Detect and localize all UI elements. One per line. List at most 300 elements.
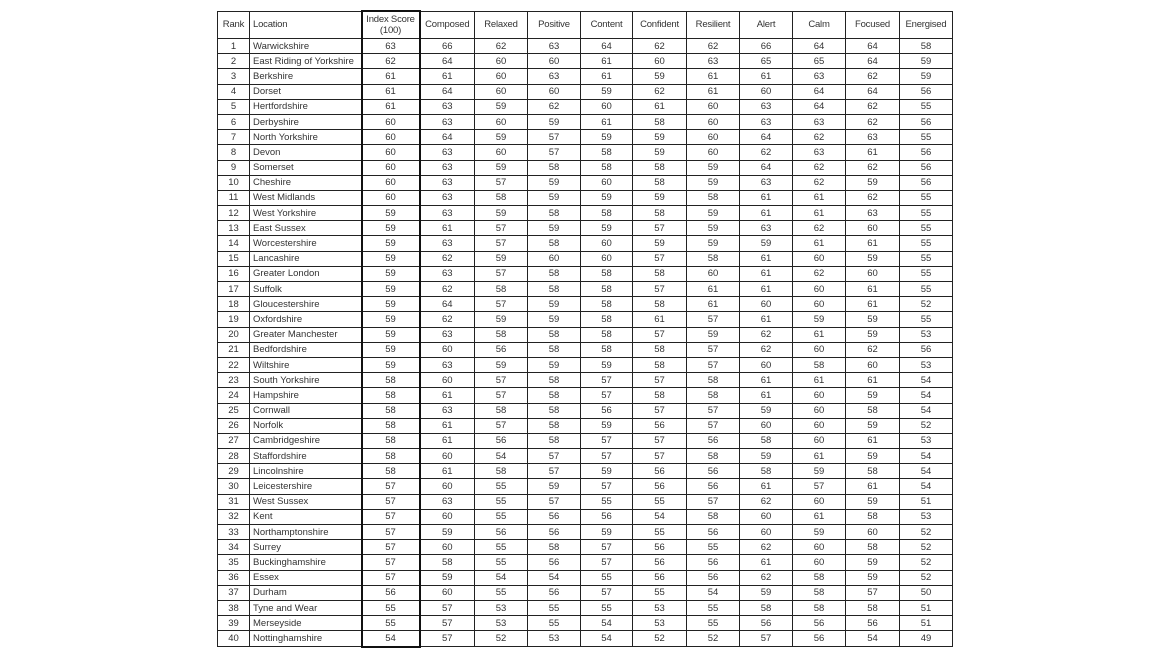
column-header-confident: Confident [633, 11, 687, 39]
cell-confident: 58 [633, 160, 687, 175]
cell-confident: 58 [633, 297, 687, 312]
cell-positive: 56 [528, 525, 581, 540]
table-row [218, 221, 953, 236]
cell-rank: 21 [218, 342, 250, 357]
cell-location: East Sussex [250, 221, 362, 236]
column-header-calm: Calm [793, 11, 846, 39]
cell-location: Lancashire [250, 251, 362, 266]
cell-relaxed: 60 [475, 69, 528, 84]
cell-calm: 63 [793, 145, 846, 160]
cell-resilient: 58 [687, 251, 740, 266]
cell-index-score-100: 58 [362, 449, 420, 464]
cell-energised: 58 [900, 39, 953, 54]
cell-energised: 56 [900, 175, 953, 190]
cell-relaxed: 62 [475, 39, 528, 54]
cell-index-score-100: 59 [362, 312, 420, 327]
cell-relaxed: 59 [475, 99, 528, 114]
table-row [218, 282, 953, 297]
cell-positive: 58 [528, 160, 581, 175]
cell-focused: 58 [846, 509, 900, 524]
cell-location: Leicestershire [250, 479, 362, 494]
cell-focused: 62 [846, 342, 900, 357]
cell-calm: 60 [793, 388, 846, 403]
cell-energised: 55 [900, 282, 953, 297]
cell-relaxed: 55 [475, 479, 528, 494]
cell-calm: 63 [793, 114, 846, 129]
cell-alert: 62 [740, 145, 793, 160]
cell-resilient: 60 [687, 99, 740, 114]
cell-confident: 59 [633, 130, 687, 145]
cell-focused: 58 [846, 540, 900, 555]
cell-calm: 56 [793, 616, 846, 631]
cell-positive: 54 [528, 570, 581, 585]
cell-rank: 6 [218, 114, 250, 129]
cell-alert: 61 [740, 388, 793, 403]
cell-content: 59 [581, 84, 633, 99]
cell-location: Hampshire [250, 388, 362, 403]
cell-resilient: 59 [687, 160, 740, 175]
cell-resilient: 56 [687, 555, 740, 570]
cell-calm: 60 [793, 418, 846, 433]
cell-resilient: 57 [687, 494, 740, 509]
cell-calm: 60 [793, 297, 846, 312]
cell-location: Gloucestershire [250, 297, 362, 312]
cell-resilient: 55 [687, 616, 740, 631]
cell-confident: 53 [633, 600, 687, 615]
cell-relaxed: 55 [475, 585, 528, 600]
cell-composed: 61 [420, 433, 475, 448]
cell-energised: 55 [900, 312, 953, 327]
table-row [218, 69, 953, 84]
cell-location: Staffordshire [250, 449, 362, 464]
cell-composed: 60 [420, 449, 475, 464]
cell-composed: 61 [420, 464, 475, 479]
column-header-composed: Composed [420, 11, 475, 39]
cell-alert: 60 [740, 84, 793, 99]
cell-resilient: 56 [687, 433, 740, 448]
cell-composed: 62 [420, 251, 475, 266]
column-header-relaxed: Relaxed [475, 11, 528, 39]
cell-composed: 66 [420, 39, 475, 54]
cell-composed: 63 [420, 494, 475, 509]
header-row [218, 11, 953, 39]
cell-confident: 62 [633, 39, 687, 54]
table-row [218, 297, 953, 312]
cell-focused: 62 [846, 114, 900, 129]
cell-resilient: 55 [687, 600, 740, 615]
cell-resilient: 60 [687, 130, 740, 145]
cell-location: West Yorkshire [250, 206, 362, 221]
cell-energised: 56 [900, 342, 953, 357]
cell-focused: 59 [846, 555, 900, 570]
cell-index-score-100: 59 [362, 282, 420, 297]
cell-focused: 63 [846, 206, 900, 221]
cell-energised: 55 [900, 221, 953, 236]
table-row [218, 585, 953, 600]
cell-composed: 61 [420, 388, 475, 403]
cell-location: Surrey [250, 540, 362, 555]
cell-calm: 58 [793, 357, 846, 372]
table-row [218, 433, 953, 448]
table-row [218, 570, 953, 585]
cell-positive: 58 [528, 418, 581, 433]
cell-calm: 63 [793, 69, 846, 84]
cell-relaxed: 55 [475, 494, 528, 509]
cell-confident: 57 [633, 327, 687, 342]
cell-index-score-100: 60 [362, 190, 420, 205]
cell-confident: 61 [633, 312, 687, 327]
table-row [218, 99, 953, 114]
column-header-rank: Rank [218, 11, 250, 39]
cell-location: East Riding of Yorkshire [250, 54, 362, 69]
cell-focused: 58 [846, 600, 900, 615]
cell-content: 54 [581, 631, 633, 647]
cell-calm: 62 [793, 160, 846, 175]
cell-location: North Yorkshire [250, 130, 362, 145]
cell-focused: 62 [846, 99, 900, 114]
cell-positive: 59 [528, 297, 581, 312]
cell-confident: 57 [633, 251, 687, 266]
cell-composed: 63 [420, 99, 475, 114]
cell-content: 58 [581, 297, 633, 312]
cell-alert: 59 [740, 449, 793, 464]
cell-energised: 54 [900, 449, 953, 464]
cell-focused: 61 [846, 373, 900, 388]
cell-alert: 61 [740, 190, 793, 205]
cell-confident: 57 [633, 449, 687, 464]
cell-calm: 60 [793, 342, 846, 357]
cell-confident: 55 [633, 525, 687, 540]
cell-composed: 63 [420, 160, 475, 175]
cell-alert: 65 [740, 54, 793, 69]
cell-location: South Yorkshire [250, 373, 362, 388]
cell-rank: 1 [218, 39, 250, 54]
table-row [218, 160, 953, 175]
cell-index-score-100: 58 [362, 388, 420, 403]
cell-location: Nottinghamshire [250, 631, 362, 647]
cell-relaxed: 56 [475, 525, 528, 540]
cell-focused: 54 [846, 631, 900, 647]
cell-composed: 60 [420, 342, 475, 357]
column-header-location: Location [250, 11, 362, 39]
cell-energised: 52 [900, 525, 953, 540]
cell-alert: 61 [740, 555, 793, 570]
cell-content: 57 [581, 585, 633, 600]
table-row [218, 236, 953, 251]
cell-location: Durham [250, 585, 362, 600]
cell-relaxed: 57 [475, 175, 528, 190]
cell-energised: 55 [900, 206, 953, 221]
cell-calm: 60 [793, 494, 846, 509]
cell-alert: 58 [740, 464, 793, 479]
cell-positive: 59 [528, 190, 581, 205]
table-row [218, 84, 953, 99]
cell-resilient: 60 [687, 114, 740, 129]
cell-location: Kent [250, 509, 362, 524]
cell-content: 58 [581, 160, 633, 175]
cell-energised: 53 [900, 433, 953, 448]
cell-energised: 52 [900, 540, 953, 555]
cell-alert: 63 [740, 114, 793, 129]
cell-composed: 63 [420, 266, 475, 281]
cell-positive: 58 [528, 373, 581, 388]
cell-rank: 15 [218, 251, 250, 266]
cell-calm: 62 [793, 221, 846, 236]
cell-location: Wiltshire [250, 357, 362, 372]
cell-resilient: 56 [687, 525, 740, 540]
cell-index-score-100: 63 [362, 39, 420, 54]
cell-confident: 57 [633, 403, 687, 418]
cell-content: 58 [581, 145, 633, 160]
cell-alert: 62 [740, 327, 793, 342]
cell-composed: 59 [420, 570, 475, 585]
cell-focused: 58 [846, 403, 900, 418]
cell-energised: 55 [900, 266, 953, 281]
cell-rank: 10 [218, 175, 250, 190]
cell-resilient: 55 [687, 540, 740, 555]
table-row [218, 479, 953, 494]
cell-composed: 63 [420, 206, 475, 221]
table-row [218, 449, 953, 464]
cell-resilient: 57 [687, 342, 740, 357]
cell-alert: 61 [740, 373, 793, 388]
cell-index-score-100: 60 [362, 160, 420, 175]
cell-location: Worcestershire [250, 236, 362, 251]
cell-confident: 57 [633, 433, 687, 448]
cell-energised: 55 [900, 190, 953, 205]
cell-energised: 53 [900, 509, 953, 524]
cell-content: 56 [581, 509, 633, 524]
cell-content: 59 [581, 357, 633, 372]
cell-focused: 59 [846, 312, 900, 327]
table-row [218, 357, 953, 372]
cell-energised: 51 [900, 494, 953, 509]
cell-positive: 58 [528, 433, 581, 448]
cell-rank: 40 [218, 631, 250, 647]
cell-index-score-100: 61 [362, 99, 420, 114]
cell-confident: 58 [633, 206, 687, 221]
cell-positive: 56 [528, 555, 581, 570]
cell-positive: 58 [528, 540, 581, 555]
cell-composed: 61 [420, 221, 475, 236]
table-row [218, 266, 953, 281]
cell-alert: 64 [740, 160, 793, 175]
cell-rank: 17 [218, 282, 250, 297]
cell-composed: 63 [420, 357, 475, 372]
cell-confident: 53 [633, 616, 687, 631]
cell-content: 58 [581, 342, 633, 357]
cell-positive: 60 [528, 251, 581, 266]
cell-content: 59 [581, 525, 633, 540]
table-row [218, 555, 953, 570]
cell-positive: 59 [528, 114, 581, 129]
cell-resilient: 59 [687, 175, 740, 190]
cell-index-score-100: 61 [362, 69, 420, 84]
cell-confident: 61 [633, 99, 687, 114]
cell-resilient: 61 [687, 84, 740, 99]
cell-calm: 65 [793, 54, 846, 69]
cell-index-score-100: 56 [362, 585, 420, 600]
cell-index-score-100: 57 [362, 525, 420, 540]
cell-positive: 59 [528, 312, 581, 327]
cell-rank: 30 [218, 479, 250, 494]
cell-resilient: 59 [687, 221, 740, 236]
cell-energised: 54 [900, 403, 953, 418]
cell-focused: 57 [846, 585, 900, 600]
cell-composed: 61 [420, 69, 475, 84]
cell-positive: 59 [528, 221, 581, 236]
cell-index-score-100: 59 [362, 327, 420, 342]
cell-focused: 62 [846, 160, 900, 175]
cell-confident: 59 [633, 190, 687, 205]
cell-location: Cheshire [250, 175, 362, 190]
cell-composed: 61 [420, 418, 475, 433]
cell-location: Greater Manchester [250, 327, 362, 342]
cell-content: 60 [581, 175, 633, 190]
cell-resilient: 52 [687, 631, 740, 647]
cell-rank: 26 [218, 418, 250, 433]
cell-relaxed: 60 [475, 54, 528, 69]
cell-relaxed: 59 [475, 251, 528, 266]
cell-focused: 59 [846, 494, 900, 509]
cell-location: Berkshire [250, 69, 362, 84]
table-row [218, 540, 953, 555]
cell-content: 60 [581, 251, 633, 266]
cell-positive: 57 [528, 464, 581, 479]
cell-confident: 52 [633, 631, 687, 647]
cell-content: 59 [581, 418, 633, 433]
cell-content: 57 [581, 373, 633, 388]
cell-positive: 58 [528, 403, 581, 418]
cell-focused: 56 [846, 616, 900, 631]
cell-index-score-100: 58 [362, 433, 420, 448]
table-row [218, 145, 953, 160]
cell-composed: 57 [420, 600, 475, 615]
cell-alert: 63 [740, 221, 793, 236]
table-row [218, 312, 953, 327]
cell-alert: 61 [740, 69, 793, 84]
cell-location: Derbyshire [250, 114, 362, 129]
cell-calm: 61 [793, 373, 846, 388]
cell-content: 57 [581, 433, 633, 448]
cell-positive: 58 [528, 388, 581, 403]
cell-resilient: 58 [687, 388, 740, 403]
cell-composed: 63 [420, 327, 475, 342]
cell-content: 59 [581, 190, 633, 205]
cell-positive: 59 [528, 175, 581, 190]
cell-focused: 59 [846, 327, 900, 342]
cell-relaxed: 59 [475, 206, 528, 221]
cell-confident: 59 [633, 236, 687, 251]
cell-location: West Sussex [250, 494, 362, 509]
cell-composed: 62 [420, 312, 475, 327]
cell-calm: 61 [793, 327, 846, 342]
cell-index-score-100: 59 [362, 206, 420, 221]
cell-location: Merseyside [250, 616, 362, 631]
cell-calm: 59 [793, 525, 846, 540]
cell-relaxed: 58 [475, 190, 528, 205]
cell-content: 59 [581, 464, 633, 479]
table-row [218, 403, 953, 418]
cell-relaxed: 56 [475, 342, 528, 357]
cell-positive: 58 [528, 266, 581, 281]
cell-composed: 60 [420, 585, 475, 600]
cell-calm: 60 [793, 555, 846, 570]
cell-rank: 39 [218, 616, 250, 631]
cell-energised: 54 [900, 388, 953, 403]
cell-resilient: 60 [687, 266, 740, 281]
cell-positive: 60 [528, 54, 581, 69]
cell-focused: 58 [846, 464, 900, 479]
cell-index-score-100: 59 [362, 266, 420, 281]
cell-alert: 61 [740, 251, 793, 266]
cell-alert: 62 [740, 540, 793, 555]
cell-positive: 57 [528, 130, 581, 145]
cell-focused: 59 [846, 449, 900, 464]
cell-positive: 55 [528, 616, 581, 631]
cell-relaxed: 59 [475, 357, 528, 372]
cell-content: 58 [581, 266, 633, 281]
cell-confident: 56 [633, 464, 687, 479]
cell-confident: 62 [633, 84, 687, 99]
cell-rank: 16 [218, 266, 250, 281]
cell-alert: 64 [740, 130, 793, 145]
cell-resilient: 61 [687, 69, 740, 84]
cell-index-score-100: 59 [362, 342, 420, 357]
cell-energised: 56 [900, 160, 953, 175]
cell-focused: 59 [846, 388, 900, 403]
cell-relaxed: 57 [475, 221, 528, 236]
cell-location: Bedfordshire [250, 342, 362, 357]
cell-focused: 60 [846, 266, 900, 281]
cell-composed: 63 [420, 145, 475, 160]
cell-location: Cambridgeshire [250, 433, 362, 448]
cell-content: 57 [581, 449, 633, 464]
cell-location: West Midlands [250, 190, 362, 205]
table-row [218, 600, 953, 615]
cell-focused: 60 [846, 221, 900, 236]
cell-composed: 63 [420, 190, 475, 205]
cell-calm: 60 [793, 540, 846, 555]
cell-alert: 66 [740, 39, 793, 54]
cell-composed: 63 [420, 236, 475, 251]
cell-location: Essex [250, 570, 362, 585]
cell-relaxed: 57 [475, 418, 528, 433]
table-row [218, 494, 953, 509]
cell-rank: 28 [218, 449, 250, 464]
cell-energised: 52 [900, 570, 953, 585]
cell-energised: 53 [900, 357, 953, 372]
cell-confident: 56 [633, 540, 687, 555]
cell-resilient: 60 [687, 145, 740, 160]
cell-energised: 55 [900, 99, 953, 114]
cell-index-score-100: 60 [362, 130, 420, 145]
cell-rank: 7 [218, 130, 250, 145]
cell-composed: 64 [420, 84, 475, 99]
cell-alert: 59 [740, 585, 793, 600]
cell-calm: 64 [793, 39, 846, 54]
cell-resilient: 56 [687, 464, 740, 479]
cell-positive: 57 [528, 145, 581, 160]
table-row [218, 206, 953, 221]
cell-content: 57 [581, 479, 633, 494]
cell-confident: 55 [633, 494, 687, 509]
cell-focused: 60 [846, 357, 900, 372]
cell-index-score-100: 58 [362, 464, 420, 479]
cell-relaxed: 55 [475, 509, 528, 524]
cell-positive: 58 [528, 206, 581, 221]
cell-content: 57 [581, 555, 633, 570]
